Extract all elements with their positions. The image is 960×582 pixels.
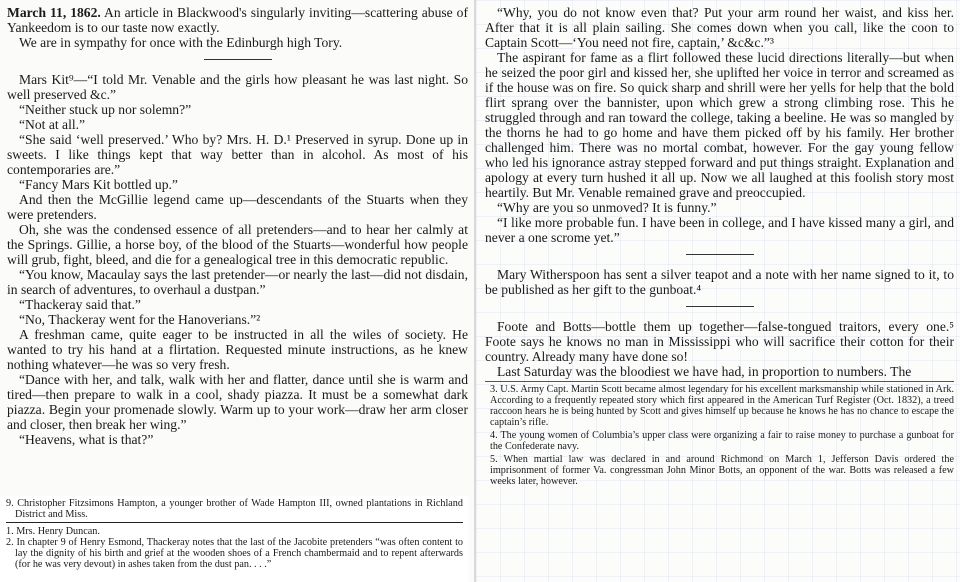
section-divider — [686, 306, 754, 307]
right-page — [476, 0, 960, 582]
paragraph: “Fancy Mars Kit bottled up.” — [19, 177, 178, 192]
paragraph: “Neither stuck up nor solemn?” — [19, 102, 192, 117]
paragraph: The aspirant for fame as a flirt followed these lucid directions literally—but when he seized the poor girl and kissed her, she uplifted her voice in terror and screamed as if the house was on fire. So quick sharp and shrill were her yells for help that the bold flirt sprang over the bannister, upon which grew a strong climbing rose. This he struggled through and ran toward the college, taking a beeline. He was so mangled by the thorns he had to go home and have them picked off by his family. Her brother challenged him. There was no mortal combat, however. For the gay young fellow who led his ignorance astray stepped forward and put things straight. Explanation and apology at every turn hushed it all up. Now we all laughed at this foolish story most heartily. But Mr. Venable remained grave and preoccupied. — [485, 50, 954, 200]
paragraph: Mary Witherspoon has sent a silver teapot and a note with her name signed to it, to be published as her gift to the gunboat.⁴ — [485, 267, 954, 297]
right-footnotes — [485, 381, 954, 487]
footnote: 4. The young women of Columbia’s upper class were organizing a fair to raise money to purchase a gunboat for the Confederate navy. — [490, 430, 954, 452]
paragraph: Foote and Botts—bottle them up together—false-tongued traitors, every one.⁵ Foote says he knows no man in Mississippi who will sacrifice their cotton for their country. Already many have done so! — [485, 319, 954, 364]
entry-heading — [7, 5, 468, 35]
footnote: 2. In chapter 9 of Henry Esmond, Thackeray notes that the last of the Jacobite pretenders “was often content to lay the dignity of his birth and grief at the wooden shoes of a French chambermaid and to repent afterwards (for he was very devout) in ashes taken from the dust pan. . . .” — [6, 537, 463, 570]
paragraph: “Why are you so unmoved? It is funny.” — [497, 200, 717, 215]
paragraph: A freshman came, quite eager to be instructed in all the wiles of society. He wanted to try his hand at a flirtation. Requested minute instructions, as he knew nothing whatever—he was so very fresh. — [7, 327, 468, 372]
section-divider — [204, 59, 272, 60]
paragraph: And then the McGillie legend came up—descendants of the Stuarts when they were pretenders. — [7, 192, 468, 222]
footnote: 9. Christopher Fitzsimons Hampton, a younger brother of Wade Hampton III, owned plantations in Richland District and Miss. — [6, 498, 463, 520]
paragraph: “No, Thackeray went for the Hanoverians.”² — [19, 312, 261, 327]
section-divider — [686, 254, 754, 255]
paragraph: “You know, Macaulay says the last pretender—or nearly the last—did not disdain, in search of adventures, to overhaul a dustpan.” — [7, 267, 468, 297]
footnote: 5. When martial law was declared in and around Richmond on March 1, Jefferson Davis ordered the imprisonment of former Va. congressman John Minor Botts, an opponent of the war. Botts was released a few weeks later, however. — [490, 454, 954, 487]
paragraph: Mars Kit⁹—“I told Mr. Venable and the girls how pleasant he was last night. So well preserved &c.” — [7, 72, 468, 102]
paragraph: “I like more probable fun. I have been in college, and I have kissed many a girl, and never a one scrome yet.” — [485, 215, 954, 245]
paragraph: Oh, she was the condensed essence of all pretenders—and to hear her calmly at the Springs. Gillie, a horse boy, of the blood of the Stuarts—wonderful how people will grub, fight, bleed, and die for a genealogical tree in this democratic republic. — [7, 222, 468, 267]
paragraph: “Not at all.” — [19, 117, 86, 132]
paragraph: “Heavens, what is that?” — [19, 432, 154, 447]
paragraph: Last Saturday was the bloodiest we have had, in proportion to numbers. The — [497, 364, 912, 379]
entry-line: We are in sympathy for once with the Edinburgh high Tory. — [19, 35, 343, 50]
paragraph: “She said ‘well preserved.’ Who by? Mrs. H. D.¹ Preserved in syrup. Done up in sweets. I like things kept that way better than in alcohol. As most of his contemporaries are.” — [7, 132, 468, 177]
footnote: 3. U.S. Army Capt. Martin Scott became almost legendary for his excellent marksmanship while stationed in Ark. According to a frequently repeated story which first appeared in the American Turf Register (Oct. 1832), a treed raccoon hears he is being hunted by Scott and gives himself up because he knows he has no chance to escape the captain’s rifle. — [490, 384, 954, 428]
paragraph: “Dance with her, and talk, walk with her and flatter, dance until she is warm and tired—then prepare to walk in a cool, shady piazza. It must be a somewhat dark piazza. Begin your promenade slowly. Warm up to your work—draw her arm closer and closer, then break her wing.” — [7, 372, 468, 432]
paragraph: “Why, you do not know even that? Put your arm round her waist, and kiss her. After that it is all plain sailing. She comes down when you call, like the coon to Captain Scott—‘You need not fire, captain,’ &c&c.”³ — [485, 5, 954, 50]
entry-text: An article in Blackwood's singularly inviting—scattering abuse of Yankeedom is to our taste now exactly. — [7, 5, 468, 35]
footnote: 1. Mrs. Henry Duncan. — [6, 526, 100, 537]
paragraph: “Thackeray said that.” — [19, 297, 141, 312]
entry-date: March 11, 1862. — [7, 5, 101, 20]
left-page — [0, 0, 476, 582]
left-footnotes — [0, 496, 469, 582]
footnote-divider — [6, 522, 463, 523]
